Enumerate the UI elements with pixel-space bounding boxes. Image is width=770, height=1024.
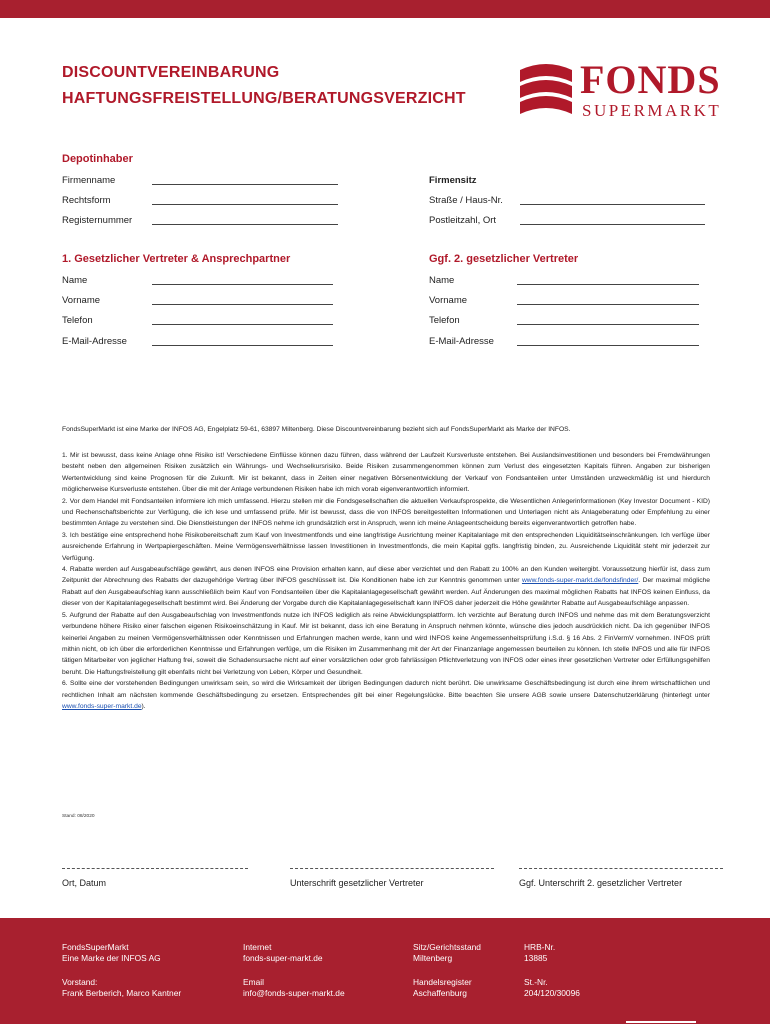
v2-email-field[interactable]: [517, 345, 699, 346]
title-line-2: HAFTUNGSFREISTELLUNG/BERATUNGSVERZICHT: [62, 90, 466, 107]
footer-email-line[interactable]: info@fonds-super-markt.de: [243, 988, 345, 998]
footer-accent-line: [626, 1021, 696, 1023]
firmenname-field[interactable]: [152, 184, 338, 185]
term-2: 2. Vor dem Handel mit Fondsanteilen informiere ich mich umfassend. Hierzu stellen mir die Fondsgesellschaften die aktuellen Verkaufsprospekte, die Wesentlichen Anlegerinformationen (Key Investor Document - KID) und Rechenschaftsberichte zur Verfügung, die ich lese und umfassend prüfe. Mir ist bewusst, dass die von INFOS bereitgestellten Informationen und Unterlagen nicht als Anlageberatung oder Empfehlung zu einer bestimmten Anlage zu verstehen sind. Die Dienstleistungen der INFOS nehme ich grundsätzlich erst in Anspruch, wenn ich meine Anlageentscheidung bereits eigenverantwortlich getroffen habe.: [62, 497, 710, 528]
unterschrift-2-line[interactable]: [519, 868, 723, 869]
v2-name-label: Name: [429, 275, 455, 286]
footer-internet-title: Internet: [243, 942, 272, 952]
firmensitz-heading: Firmensitz: [429, 175, 477, 186]
v1-telefon-label: Telefon: [62, 315, 93, 326]
stand-date: Stand: 08/2020: [62, 814, 95, 819]
footer-handelsregister-title: Handelsregister: [413, 977, 472, 987]
footer-sitz-line: Miltenberg: [413, 953, 453, 963]
website-link[interactable]: www.fonds-super-markt.de: [62, 702, 142, 710]
v1-email-label: E-Mail-Adresse: [62, 336, 127, 347]
footer-hrb: [524, 942, 555, 964]
term-4-part-a: 4. Rabatte werden auf Ausgabeaufschläge gewährt, aus denen INFOS eine Provision erhalten kann, auf diese aber verzichtet und den Rabatt zu 100% an den Kunden weitergibt. Voraussetzung hierfür ist, dass zum Zeitpunkt der Abrechnung des Rabatts der dazugehörige Vertrag über INFOS geschlüsselt ist. Die Konditionen habe ich zur Kenntnis genommen unter: [62, 566, 710, 585]
term-6-part-b: ).: [141, 702, 146, 710]
footer-stnr-title: St.-Nr.: [524, 977, 548, 987]
fondsfinder-link[interactable]: www.fonds-super-markt.de/fondsfinder/: [521, 577, 639, 585]
footer-vorstand: [62, 977, 181, 999]
terms-block: [62, 450, 710, 712]
unterschrift-label: Unterschrift gesetzlicher Vertreter: [290, 878, 424, 888]
v2-telefon-label: Telefon: [429, 315, 460, 326]
footer-stnr-line: 204/120/30096: [524, 988, 580, 998]
footer-internet-line[interactable]: fonds-super-markt.de: [243, 953, 323, 963]
depotinhaber-heading: Depotinhaber: [62, 153, 133, 165]
logo-wave-icon: [516, 60, 576, 122]
v1-vorname-label: Vorname: [62, 295, 101, 306]
term-6: [62, 678, 710, 712]
term-5: 5. Aufgrund der Rabatte auf den Ausgabeaufschlag von Investmentfonds nutze ich INFOS lediglich als reine Abwicklungsplattform. Ich verzichte auf Beratung durch INFOS und nehme das mit dem Beratungsverzicht verbundene höhere Risiko einer falschen eigenen Risikoeinschätzung in Kauf. Mir ist bekannt, dass ich eine Beratung in Anspruch nehmen könnte, wünsche dies jedoch ausdrücklich nicht. Da ich gegenüber INFOS keinerlei Angaben zu meinen Vermögensverhältnissen oder Kenntnissen und Erfahrungen machen werde, kann und wird INFOS keine Angemessenheitsprüfung i.S.d. § 16 Abs. 2 FinVermV vornehmen. INFOS prüft mithin nicht, ob ich über die erforderlichen Kenntnisse und Erfahrungen verfüge, um die Risiken im Zusammenhang mit der Art der Finanzanlage angemessen beurteilen zu können. Ich stelle INFOS und alle für INFOS tätigen Mitarbeiter von jeglicher Haftung frei, soweit die Schadensursache nicht auf einer vorsätzlichen oder grob fahrlässigen Pflichtverletzung von INFOS oder eines ihrer gesetzlichen Vertreter oder Erfüllungsgehilfen beruht. Die Haftungsfreistellung gilt ebenfalls nicht bei Verletzung von Leben, Körper und Gesundheit.: [62, 611, 710, 676]
footer-brand-title: FondsSuperMarkt: [62, 942, 129, 952]
v2-vorname-label: Vorname: [429, 295, 468, 306]
v1-telefon-field[interactable]: [152, 324, 333, 325]
footer-handelsregister: [413, 977, 472, 999]
firmenname-label: Firmenname: [62, 175, 116, 186]
plz-ort-field[interactable]: [520, 224, 705, 225]
unterschrift-line[interactable]: [290, 868, 494, 869]
footer-vorstand-line: Frank Berberich, Marco Kantner: [62, 988, 182, 998]
vertreter2-heading: Ggf. 2. gesetzlicher Vertreter: [429, 253, 579, 265]
ort-datum-label: Ort, Datum: [62, 878, 107, 888]
registernummer-label: Registernummer: [62, 215, 133, 226]
footer-email: [243, 977, 345, 999]
plz-ort-label: Postleitzahl, Ort: [429, 215, 497, 226]
footer-hrb-title: HRB-Nr.: [524, 942, 556, 952]
v1-name-field[interactable]: [152, 284, 333, 285]
v1-email-field[interactable]: [152, 345, 333, 346]
v2-telefon-field[interactable]: [517, 324, 699, 325]
term-1: 1. Mir ist bewusst, dass keine Anlage ohne Risiko ist! Verschiedene Einflüsse können dazu führen, dass während der Laufzeit Kursverluste entstehen. Bei Auslandsinvestitionen und besonders bei Fremdwährungen besteht neben den allgemeinen Risiken zusätzlich ein Währungs- und Wechselkursrisiko. Beide Risiken zusammengenommen können zum Verlust des eingesetzten Kapitals führen. Angaben zur bisherigen Wertentwicklung sind keine Prognosen für die Zukunft. Mir ist bekannt, dass in Zeiten einer negativen Börsenentwicklung der Verkauf von Fondsanteilen unter Umständen unzweckmäßig ist und hierdurch möglicherweise Kursverluste entstehen. Über die mit der Anlage verbundenen Risiken habe ich mich vorab eigenverantwortlich informiert.: [62, 452, 710, 494]
footer-vorstand-title: Vorstand:: [62, 977, 98, 987]
term-3: 3. Ich bestätige eine entsprechend hohe Risikobereitschaft zum Kauf von Investmentfonds und eine langfristige Ausrichtung meiner Kapitalanlage mit den entsprechenden Liquiditätseinschränkungen. Ich verfüge über ausreichende Erfahrung in Wertpapiergeschäften. Meine Vermögensverhältnisse lassen Investitionen in Investmentfonds, die mein Kapital ggfls. langfristig binden, zu. Ausreichende Liquidität steht mir jederzeit zur Verfügung.: [62, 531, 710, 562]
rechtsform-label: Rechtsform: [62, 195, 111, 206]
footer-brand: [62, 942, 161, 964]
footer-hrb-line: 13885: [524, 953, 548, 963]
term-4: [62, 564, 710, 610]
term-4-part-b: . Der maximal mögliche Rabatt auf den Ausgabeaufschlag kann ausschließlich beim Kauf von Fondsanteilen über die Kapitalanlagegesellschaft gewährt werden. Auf Änderungen des maximal möglichen Rabatts hat INFOS keinen Einfluss, da dieser von der Kapitalanlagegesellschaft bestimmt wird. Bei Änderung der Vorgabe durch die Kapitalanlagegesellschaft kann INFOS daher jederzeit die Höhe gewährter Rabatte auf Ausgabeaufschläge anpassen.: [62, 577, 710, 608]
term-6-part-a: 6. Sollte eine der vorstehenden Bedingungen unwirksam sein, so wird die Wirksamkeit der übrigen Bedingungen dadurch nicht berührt. Die unwirksame Geschäftsbedingung ist durch eine ihrem wirtschaftlichen und rechtlichen Inhalt am nächsten kommende Geschäftsbedingung zu ersetzen. Entsprechendes gilt bei einer Regelungslücke. Bitte beachten Sie unsere AGB sowie unsere Datenschutzerklärung (hinterlegt unter: [62, 680, 710, 699]
logo-supermarkt-text: SUPERMARKT: [582, 101, 722, 120]
ort-datum-line[interactable]: [62, 868, 248, 869]
footer-stnr: [524, 977, 580, 999]
footer: [0, 918, 770, 1024]
top-band: [0, 0, 770, 18]
footer-sitz: [413, 942, 481, 964]
footer-sitz-title: Sitz/Gerichtsstand: [413, 942, 481, 952]
v1-name-label: Name: [62, 275, 88, 286]
footer-handelsregister-line: Aschaffenburg: [413, 988, 467, 998]
v2-vorname-field[interactable]: [517, 304, 699, 305]
unterschrift-2-label: Ggf. Unterschrift 2. gesetzlicher Vertreter: [519, 878, 683, 888]
footer-brand-line: Eine Marke der INFOS AG: [62, 953, 161, 963]
vertreter1-heading: 1. Gesetzlicher Vertreter & Ansprechpartner: [62, 253, 291, 265]
rechtsform-field[interactable]: [152, 204, 338, 205]
footer-email-title: Email: [243, 977, 264, 987]
v2-email-label: E-Mail-Adresse: [429, 336, 494, 347]
title-line-1: DISCOUNTVEREINBARUNG: [62, 64, 280, 81]
v2-name-field[interactable]: [517, 284, 699, 285]
v1-vorname-field[interactable]: [152, 304, 333, 305]
strasse-label: Straße / Haus-Nr.: [429, 195, 503, 206]
intro-text: FondsSuperMarkt ist eine Marke der INFOS AG, Engelplatz 59-61, 63897 Miltenberg. Diese Discountvereinbarung bezieht sich auf FondsSuperMarkt als Marke der INFOS.: [62, 426, 571, 433]
registernummer-field[interactable]: [152, 224, 338, 225]
strasse-field[interactable]: [520, 204, 705, 205]
footer-internet: [243, 942, 323, 964]
fonds-supermarkt-logo: [516, 58, 741, 126]
logo-fonds-text: FONDS: [580, 57, 721, 102]
